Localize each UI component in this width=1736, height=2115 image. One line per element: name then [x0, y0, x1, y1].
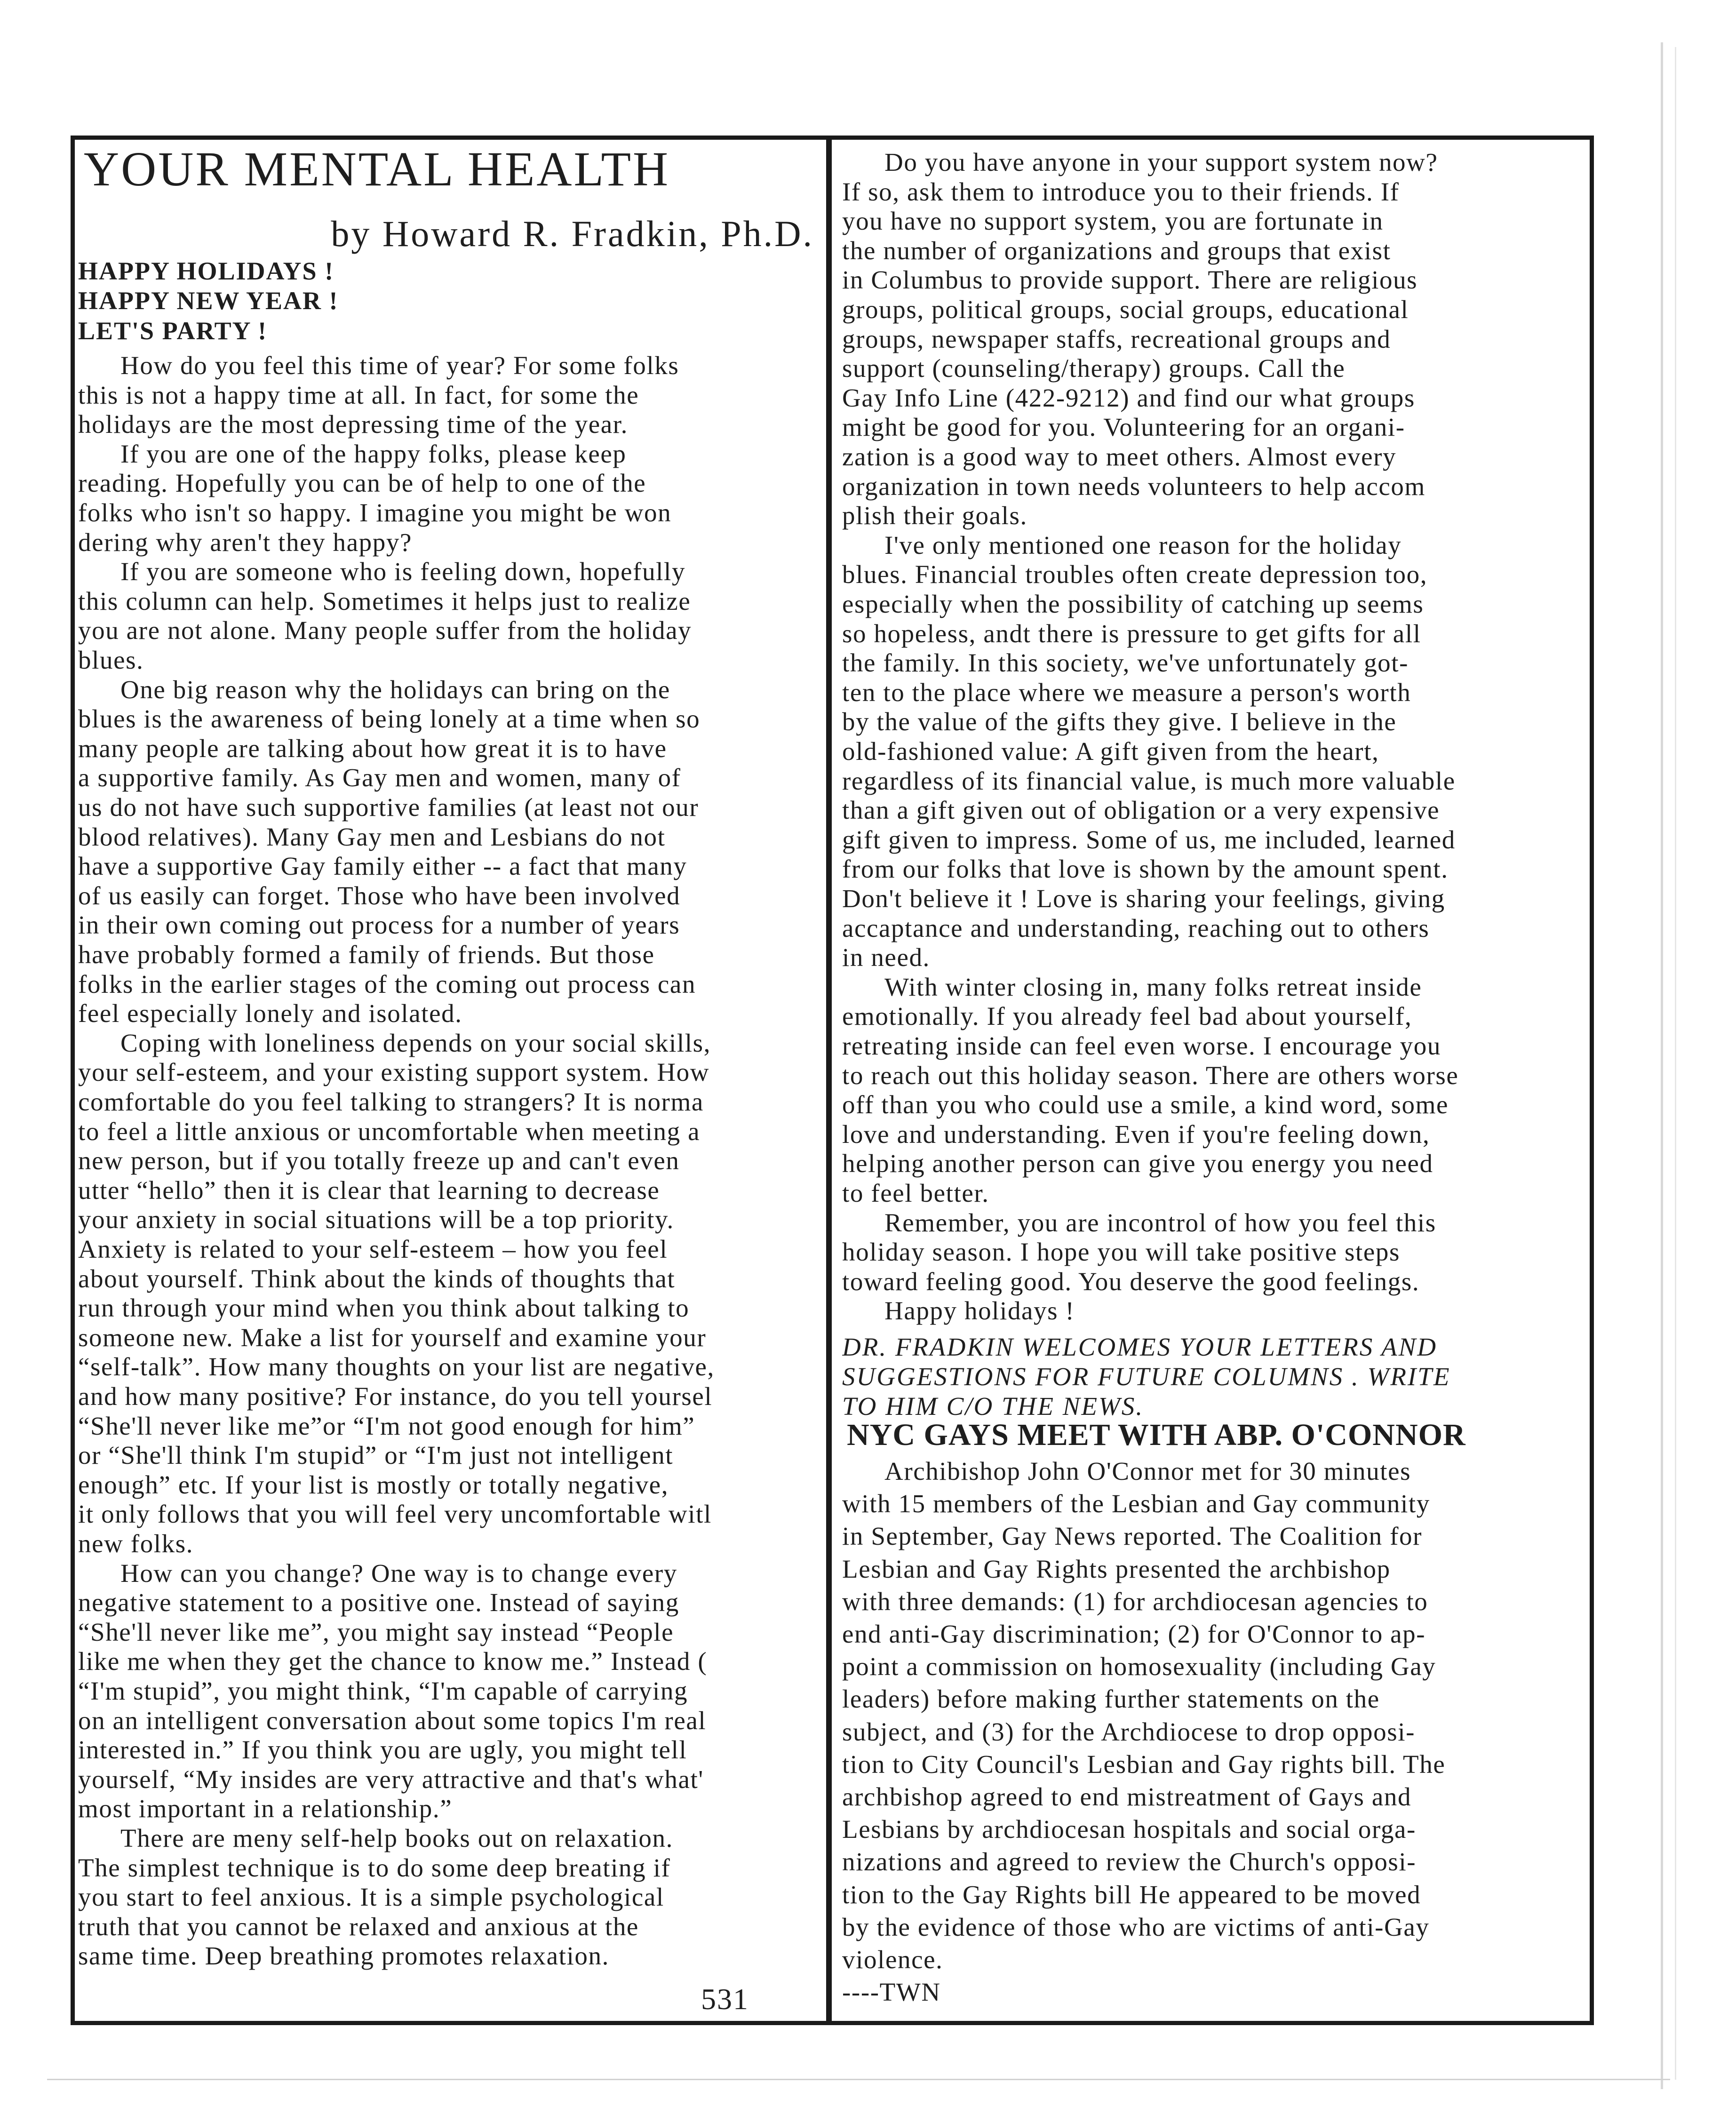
text-line: folks who isn't so happy. I imagine you might be won: [78, 498, 672, 527]
text-line: enough” etc. If your list is mostly or totally negative,: [78, 1470, 669, 1499]
text-line: Archibishop John O'Connor met for 30 minutes: [884, 1457, 1411, 1485]
text-line: “She'll never like me”or “I'm not good enough for him”: [78, 1411, 695, 1440]
column-divider: [826, 136, 832, 2025]
text-line: With winter closing in, many folks retreat inside: [884, 972, 1422, 1001]
text-line: gift given to impress. Some of us, me included, learned: [842, 825, 1456, 854]
news-headline: NYC GAYS MEET WITH ABP. O'CONNOR: [847, 1418, 1466, 1452]
text-line: Coping with loneliness depends on your social skills,: [120, 1028, 711, 1057]
text-line: the family. In this society, we've unfortunately got-: [842, 648, 1409, 678]
text-line: like me when they get the chance to know me.” Instead (: [78, 1647, 708, 1676]
text-line: a supportive family. As Gay men and women, many of: [78, 763, 681, 792]
text-line: you are not alone. Many people suffer from the holiday: [78, 616, 692, 645]
text-line: utter “hello” then it is clear that learning to decrease: [78, 1175, 660, 1205]
text-line: retreating inside can feel even worse. I encourage you: [842, 1031, 1441, 1060]
text-line: interested in.” If you think you are ugly, you might tell: [78, 1735, 687, 1764]
text-line: holiday season. I hope you will take positive steps: [842, 1237, 1401, 1267]
text-line: and how many positive? For instance, do you tell yoursel: [78, 1382, 713, 1411]
text-line: How do you feel this time of year? For some folks: [120, 351, 679, 380]
text-line: off than you who could use a smile, a kind word, some: [842, 1090, 1449, 1119]
text-line: by the evidence of those who are victims of anti-Gay: [842, 1912, 1430, 1941]
text-line: Lesbian and Gay Rights presented the archbishop: [842, 1554, 1391, 1583]
text-line: holidays are the most depressing time of the year.: [78, 410, 629, 439]
text-line: Remember, you are incontrol of how you feel this: [884, 1208, 1436, 1237]
text-line: accaptance and understanding, reaching out to others: [842, 913, 1430, 942]
text-line: ten to the place where we measure a person's worth: [842, 678, 1411, 707]
text-line: in September, Gay News reported. The Coalition for: [842, 1522, 1423, 1551]
text-line: with 15 members of the Lesbian and Gay community: [842, 1489, 1430, 1518]
text-line: negative statement to a positive one. Instead of saying: [78, 1588, 679, 1617]
text-line: your anxiety in social situations will be a top priority.: [78, 1205, 674, 1234]
text-line: emotionally. If you already feel bad about yourself,: [842, 1002, 1412, 1031]
text-line: same time. Deep breathing promotes relaxation.: [78, 1941, 609, 1971]
text-line: reading. Hopefully you can be of help to one of the: [78, 469, 646, 498]
text-line: DR. FRADKIN WELCOMES YOUR LETTERS AND: [842, 1333, 1438, 1361]
text-line: archbishop agreed to end mistreatment of Gays and: [842, 1782, 1412, 1811]
text-line: If you are one of the happy folks, please keep: [120, 439, 627, 468]
text-line: to feel better.: [842, 1179, 989, 1207]
text-line: regardless of its financial value, is much more valuable: [842, 766, 1456, 795]
article-byline: by Howard R. Fradkin, Ph.D.: [331, 213, 814, 254]
text-line: “self-talk”. How many thoughts on your list are negative,: [78, 1352, 715, 1381]
text-line: someone new. Make a list for yourself and examine your: [78, 1323, 707, 1352]
text-line: truth that you cannot be relaxed and anxious at the: [78, 1912, 639, 1941]
text-line: us do not have such supportive families (at least not our: [78, 793, 699, 822]
subheading: HAPPY HOLIDAYS !: [78, 257, 334, 285]
text-line: this is not a happy time at all. In fact, for some the: [78, 380, 639, 409]
text-line: groups, political groups, social groups, educational: [842, 295, 1409, 324]
subheading: LET'S PARTY !: [78, 317, 268, 345]
text-line: I've only mentioned one reason for the holiday: [884, 530, 1402, 559]
text-line: tion to the Gay Rights bill He appeared to be moved: [842, 1880, 1421, 1909]
text-line: ----TWN: [842, 1978, 941, 2007]
text-line: Gay Info Line (422-9212) and find our what groups: [842, 383, 1415, 412]
text-line: you have no support system, you are fortunate in: [842, 207, 1384, 236]
text-line: TO HIM C/O THE NEWS.: [842, 1392, 1144, 1421]
text-line: Do you have anyone in your support system now?: [884, 148, 1438, 176]
text-line: There are meny self-help books out on relaxation.: [120, 1824, 673, 1852]
text-line: feel especially lonely and isolated.: [78, 999, 462, 1028]
text-line: helping another person can give you energy you need: [842, 1149, 1433, 1178]
text-line: violence.: [842, 1945, 943, 1974]
text-line: so hopeless, andt there is pressure to get gifts for all: [842, 619, 1421, 648]
subheading: HAPPY NEW YEAR !: [78, 287, 339, 315]
text-line: point a commission on homosexuality (including Gay: [842, 1652, 1436, 1681]
text-line: blues.: [78, 646, 144, 674]
text-line: on an intelligent conversation about some topics I'm real: [78, 1706, 707, 1735]
text-line: Anxiety is related to your self-esteem – how you feel: [78, 1235, 668, 1263]
article-title: YOUR MENTAL HEALTH: [84, 142, 670, 196]
text-line: by the value of the gifts they give. I believe in the: [842, 707, 1397, 736]
text-line: How can you change? One way is to change every: [120, 1558, 677, 1588]
text-line: old-fashioned value: A gift given from the heart,: [842, 737, 1379, 766]
text-line: to reach out this holiday season. There are others worse: [842, 1061, 1459, 1090]
text-line: nizations and agreed to review the Church's opposi-: [842, 1847, 1417, 1876]
page-bottom-rule: [47, 2079, 1670, 2080]
text-line: in need.: [842, 943, 930, 972]
text-line: blues. Financial troubles often create depression too,: [842, 560, 1428, 589]
text-line: it only follows that you will feel very uncomfortable witl: [78, 1500, 712, 1529]
paper-edge: [1675, 47, 1676, 2080]
text-line: in Columbus to provide support. There are religious: [842, 265, 1418, 295]
text-line: especially when the possibility of catching up seems: [842, 590, 1424, 618]
text-line: this column can help. Sometimes it helps just to realize: [78, 586, 691, 615]
paper-edge: [1661, 42, 1663, 2089]
text-line: support (counseling/therapy) groups. Call the: [842, 354, 1346, 383]
text-line: “She'll never like me”, you might say instead “People: [78, 1617, 674, 1646]
text-line: plish their goals.: [842, 501, 1027, 530]
text-line: SUGGESTIONS FOR FUTURE COLUMNS . WRITE: [842, 1362, 1451, 1391]
text-line: love and understanding. Even if you're feeling down,: [842, 1119, 1430, 1149]
text-line: or “She'll think I'm stupid” or “I'm just not intelligent: [78, 1441, 674, 1470]
text-line: about yourself. Think about the kinds of thoughts that: [78, 1264, 676, 1293]
text-line: folks in the earlier stages of the coming out process can: [78, 969, 696, 998]
page-number: 531: [701, 1982, 749, 2016]
text-line: dering why aren't they happy?: [78, 527, 412, 557]
text-line: subject, and (3) for the Archdiocese to drop opposi-: [842, 1717, 1416, 1746]
text-line: leaders) before making further statements on the: [842, 1684, 1380, 1714]
text-line: with three demands: (1) for archdiocesan agencies to: [842, 1587, 1428, 1616]
text-line: many people are talking about how great it is to have: [78, 734, 667, 763]
text-line: One big reason why the holidays can bring on the: [120, 675, 670, 704]
text-line: have probably formed a family of friends. But those: [78, 940, 655, 969]
text-line: blues is the awareness of being lonely at a time when so: [78, 704, 701, 734]
text-line: you start to feel anxious. It is a simple psychological: [78, 1883, 664, 1912]
text-line: Lesbians by archdiocesan hospitals and social orga-: [842, 1815, 1416, 1844]
text-line: toward feeling good. You deserve the good feelings.: [842, 1267, 1420, 1296]
text-line: new person, but if you totally freeze up and can't even: [78, 1146, 680, 1175]
text-line: new folks.: [78, 1529, 194, 1558]
text-line: in their own coming out process for a number of years: [78, 910, 680, 940]
text-line: If so, ask them to introduce you to their friends. If: [842, 177, 1400, 206]
text-line: yourself, “My insides are very attractive and that's what': [78, 1764, 704, 1794]
text-line: most important in a relationship.”: [78, 1794, 453, 1823]
text-line: tion to City Council's Lesbian and Gay rights bill. The: [842, 1749, 1446, 1779]
text-line: zation is a good way to meet others. Almost every: [842, 442, 1397, 471]
text-line: to feel a little anxious or uncomfortable when meeting a: [78, 1117, 701, 1146]
text-line: the number of organizations and groups that exist: [842, 236, 1391, 265]
text-line: “I'm stupid”, you might think, “I'm capable of carrying: [78, 1676, 688, 1705]
text-line: your self-esteem, and your existing support system. How: [78, 1058, 710, 1087]
text-line: from our folks that love is shown by the amount spent.: [842, 854, 1449, 884]
text-line: Don't believe it ! Love is sharing your feelings, giving: [842, 884, 1445, 913]
text-line: Happy holidays !: [884, 1296, 1075, 1325]
text-line: comfortable do you feel talking to strangers? It is norma: [78, 1087, 704, 1116]
text-line: If you are someone who is feeling down, hopefully: [120, 557, 686, 586]
text-line: blood relatives). Many Gay men and Lesbians do not: [78, 822, 666, 851]
text-line: might be good for you. Volunteering for an organi-: [842, 413, 1405, 442]
text-line: than a gift given out of obligation or a very expensive: [842, 796, 1440, 825]
text-line: groups, newspaper staffs, recreational groups and: [842, 324, 1391, 353]
text-line: organization in town needs volunteers to help accom: [842, 471, 1425, 501]
text-line: The simplest technique is to do some deep breating if: [78, 1853, 671, 1882]
text-line: end anti-Gay discrimination; (2) for O'Connor to ap-: [842, 1620, 1426, 1648]
text-line: run through your mind when you think about talking to: [78, 1293, 690, 1323]
text-line: of us easily can forget. Those who have been involved: [78, 881, 681, 910]
text-line: have a supportive Gay family either -- a fact that many: [78, 852, 687, 881]
